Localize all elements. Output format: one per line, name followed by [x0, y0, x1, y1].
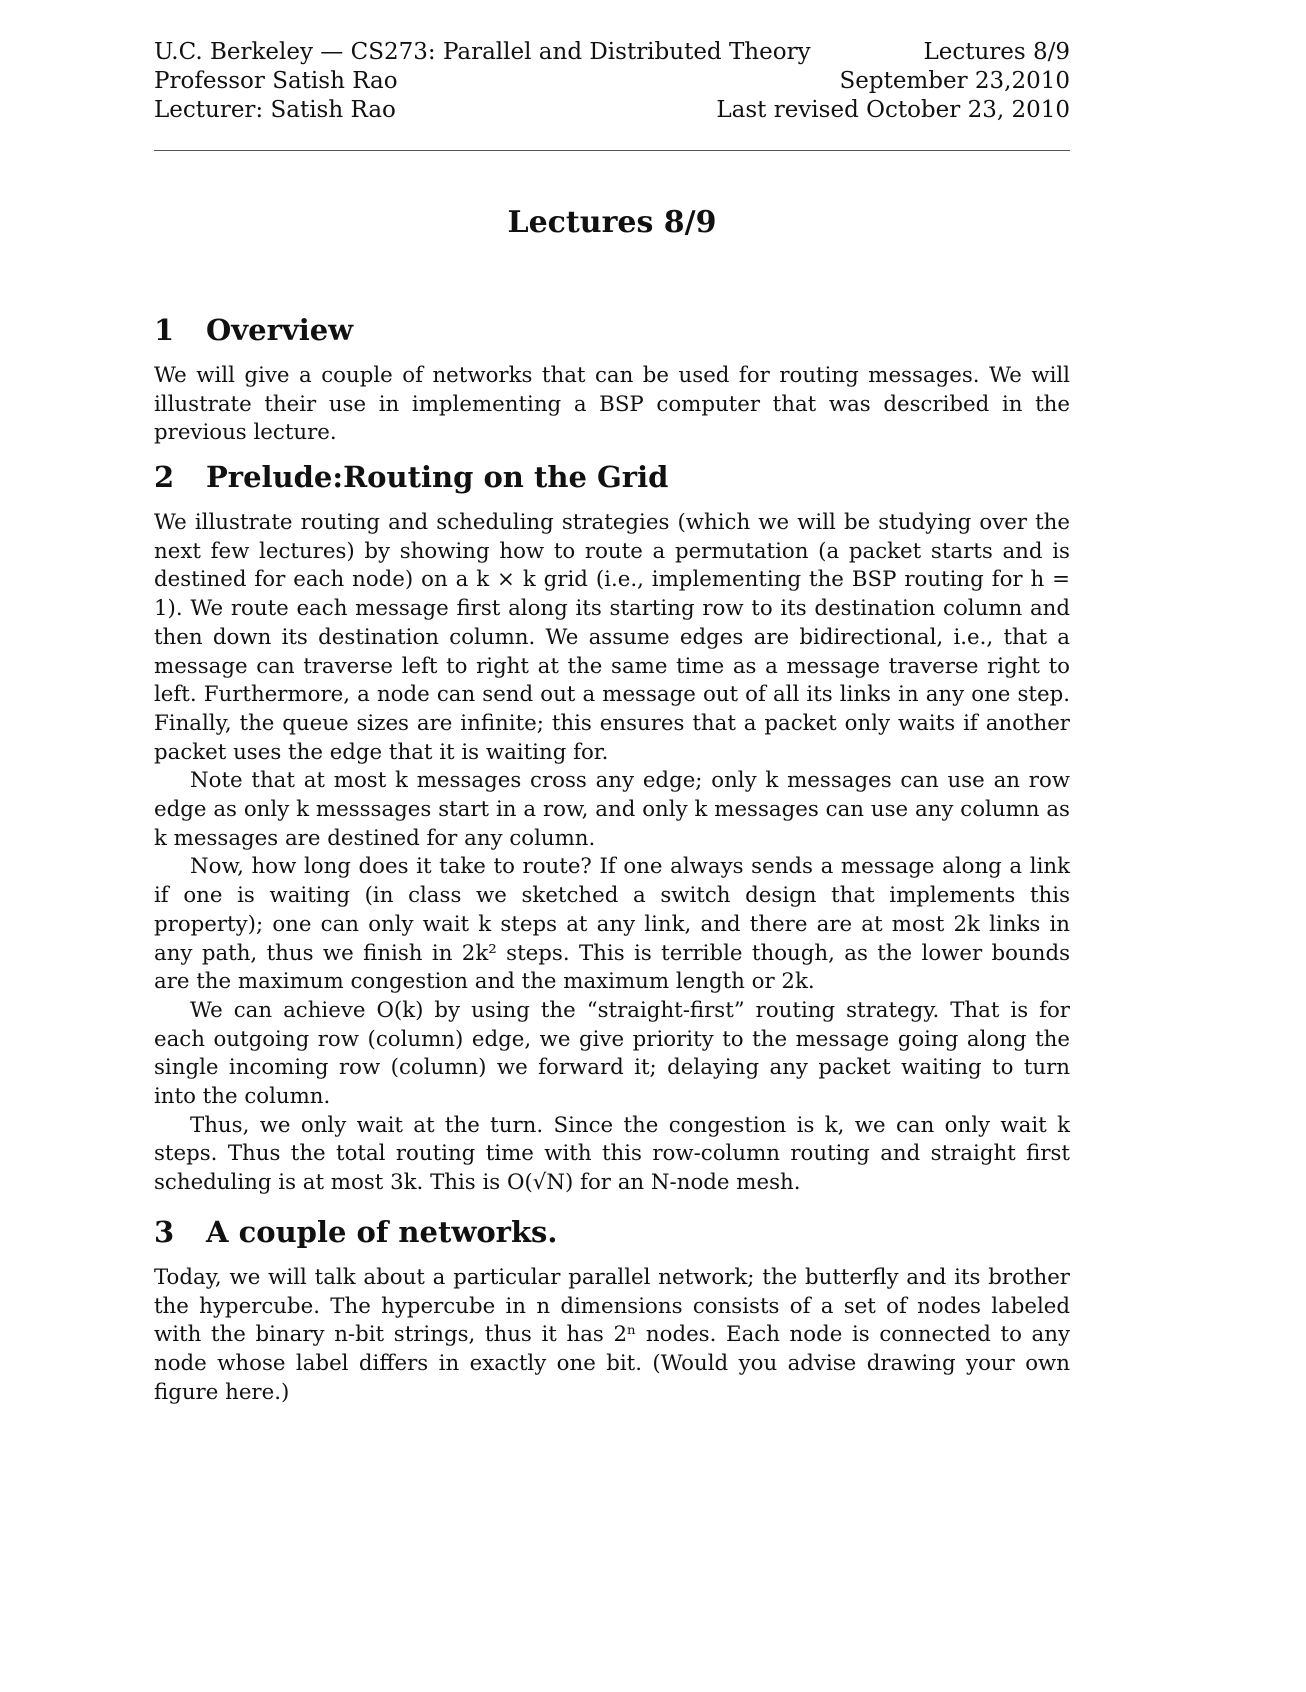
paragraph: Today, we will talk about a particular parallel network; the butterfly and its brother the hypercube. The hypercube in n dimensions consists of a set of nodes labeled with the binary n-bit strings, thus it has 2ⁿ nodes. Each node is connected to any node whose label differs in exactly one bit. (Would you advise drawing your own figure here.)	[154, 1265, 1070, 1405]
header-left-block	[154, 38, 811, 125]
section-networks	[154, 1214, 1070, 1408]
paragraph: Thus, we only wait at the turn. Since the congestion is k, we can only wait k steps. Thus the total routing time with this row-column routing and straight first scheduling is at most 3k. This is O(√N) for an N-node mesh.	[154, 1112, 1070, 1196]
section-heading	[154, 1214, 1070, 1250]
section-overview	[154, 312, 1070, 448]
header-rule	[154, 150, 1070, 151]
lecturer-line: Lecturer: Satish Rao	[154, 97, 396, 123]
paragraph: We will give a couple of networks that can be used for routing messages. We will illustrate their use in implementing a BSP computer that was described in the previous lecture.	[154, 363, 1070, 446]
paragraph: Note that at most k messages cross any edge; only k messages can use an row edge as only k messsages start in a row, and only k messages can use any column as k messages are destined for any column.	[154, 768, 1070, 851]
section-number: 3	[154, 1215, 175, 1249]
document-title: Lectures 8/9	[507, 205, 717, 240]
section-heading	[154, 312, 1070, 348]
professor-line: Professor Satish Rao	[154, 68, 398, 94]
section-title: Prelude:Routing on the Grid	[206, 460, 669, 494]
section-title: A couple of networks.	[206, 1215, 558, 1249]
course-line: U.C. Berkeley — CS273: Parallel and Distributed Theory	[154, 39, 811, 65]
section-title: Overview	[206, 313, 354, 347]
section-prelude	[154, 459, 1070, 1198]
section-number: 2	[154, 460, 175, 494]
paragraph: We illustrate routing and scheduling strategies (which we will be studying over the next few lectures) by showing how to route a permutation (a packet starts and is destined for each node) on a k × k grid (i.e., implementing the BSP routing for h = 1). We route each message first along its starting row to its destination column and then down its destination column. We assume edges are bidirectional, i.e., that a message can traverse left to right at the same time as a message traverse right to left. Furthermore, a node can send out a message out of all its links in any one step. Finally, the queue sizes are infinite; this ensures that a packet only waits if another packet uses the edge that it is waiting for.	[154, 510, 1070, 765]
paragraph: We can achieve O(k) by using the “straight-first” routing strategy. That is for each outgoing row (column) edge, we give priority to the message going along the single incoming row (column) we forward it; delaying any packet waiting to turn into the column.	[154, 997, 1070, 1110]
section-number: 1	[154, 313, 175, 347]
page-header	[154, 38, 1070, 148]
paragraph: Now, how long does it take to route? If one always sends a message along a link if one is waiting (in class we sketched a switch design that implements this property); one can only wait k steps at any link, and there are at most 2k links in any path, thus we finish in 2k² steps. This is terrible though, as the lower bounds are the maximum congestion and the maximum length or 2k.	[154, 854, 1070, 995]
section-heading	[154, 459, 1070, 495]
revision-date: Last revised October 23, 2010	[716, 97, 1070, 123]
lecture-number: Lectures 8/9	[923, 39, 1070, 65]
header-right-block	[716, 38, 1070, 125]
lecture-date: September 23,2010	[839, 68, 1070, 94]
